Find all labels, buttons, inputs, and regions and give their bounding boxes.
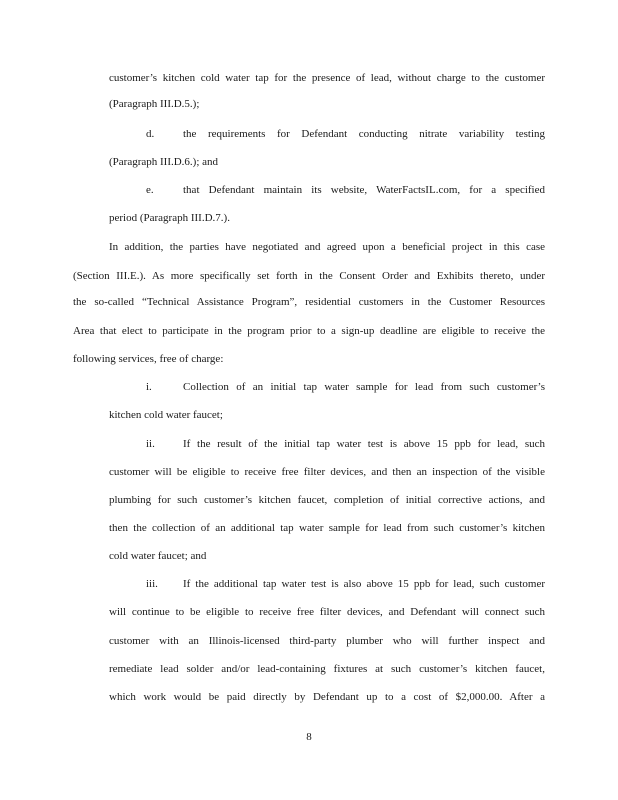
text-line: will continue to be eligible to receive free filter devices, and Defendant will connect such [109,606,545,618]
list-marker-d: d. [146,128,155,140]
text-line: then the collection of an additional tap water sample for lead from such customer’s kitchen [109,522,545,534]
text-line: If the additional tap water test is also above 15 ppb for lead, such customer [183,578,545,590]
text-line: which work would be paid directly by Defendant up to a cost of $2,000.00. After a [109,691,545,703]
text-line: Collection of an initial tap water sample for lead from such customer’s [183,381,545,393]
text-line: (Section III.E.). As more specifically set forth in the Consent Order and Exhibits thereto, under [73,270,545,282]
text-line: In addition, the parties have negotiated and agreed upon a beneficial project in this case [109,241,545,253]
text-line: the so-called “Technical Assistance Program”, residential customers in the Customer Resources [73,296,545,308]
text-line: plumbing for such customer’s kitchen faucet, completion of initial corrective actions, and [109,494,545,506]
text-line: remediate lead solder and/or lead-containing fixtures at such customer’s kitchen faucet, [109,663,545,675]
text-line: customer with an Illinois-licensed third-party plumber who will further inspect and [109,635,545,647]
text-line: following services, free of charge: [73,353,224,365]
text-line: period (Paragraph III.D.7.). [109,212,230,224]
text-line: customer’s kitchen cold water tap for the presence of lead, without charge to the customer [109,72,545,84]
list-marker-i: i. [146,381,152,393]
list-marker-ii: ii. [146,438,155,450]
text-line: that Defendant maintain its website, WaterFactsIL.com, for a specified [183,184,545,196]
text-line: Area that elect to participate in the program prior to a sign-up deadline are eligible to receive the [73,325,545,337]
text-line: (Paragraph III.D.6.); and [109,156,219,168]
text-line: the requirements for Defendant conducting nitrate variability testing [183,128,545,140]
list-marker-e: e. [146,184,154,196]
page-number: 8 [306,731,312,743]
text-line: kitchen cold water faucet; [109,409,223,421]
text-line: If the result of the initial tap water test is above 15 ppb for lead, such [183,438,545,450]
text-line: customer will be eligible to receive free filter devices, and then an inspection of the visible [109,466,545,478]
text-line: (Paragraph III.D.5.); [109,98,200,110]
list-marker-iii: iii. [146,578,158,590]
text-line: cold water faucet; and [109,550,207,562]
